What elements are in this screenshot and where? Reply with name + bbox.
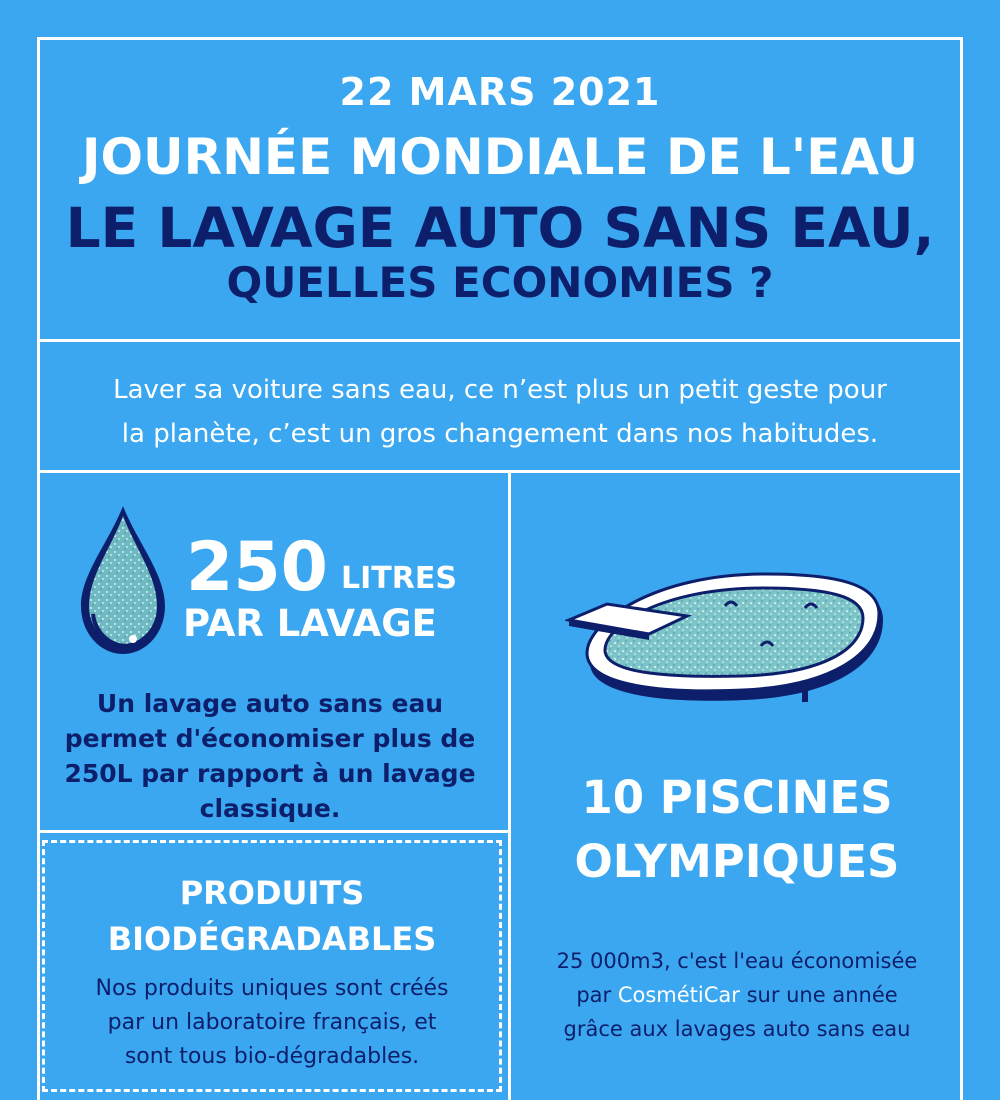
intro-line: Laver sa voiture sans eau, ce n’est plus un petit geste pour: [113, 375, 887, 405]
title-line: PRODUITS: [179, 874, 365, 912]
text-line: 250L par rapport à un lavage: [64, 759, 476, 788]
headline-question: QUELLES ECONOMIES ?: [226, 258, 774, 307]
headline: LE LAVAGE AUTO SANS EAU,: [65, 196, 935, 260]
swimming-pool-icon: [565, 568, 895, 708]
text-line: Un lavage auto sans eau: [96, 689, 444, 718]
divider-left-column: [37, 830, 510, 833]
pools-title: [512, 766, 962, 894]
text-suffix: sur une année: [739, 983, 898, 1007]
event-title: JOURNÉE MONDIALE DE L'EAU: [81, 128, 919, 186]
intro-text: [60, 368, 940, 456]
brand-name: CosmétiCar: [617, 983, 740, 1007]
text-line: Nos produits uniques sont créés: [95, 976, 449, 1001]
water-drop-icon: [73, 502, 173, 662]
text-line: classique.: [199, 794, 341, 823]
per-wash-label: PAR LAVAGE: [183, 602, 437, 645]
liters-number: 250: [186, 528, 328, 607]
text-line: par un laboratoire français, et: [107, 1010, 437, 1035]
text-line: sont tous bio-dégradables.: [124, 1044, 420, 1069]
divider-header: [37, 339, 963, 342]
title-line: 10 PISCINES: [581, 771, 893, 824]
text-line: permet d'économiser plus de: [64, 724, 476, 753]
title-line: OLYMPIQUES: [574, 835, 900, 888]
text-line: grâce aux lavages auto sans eau: [563, 1017, 911, 1041]
pools-text: [512, 944, 962, 1046]
products-text: [60, 972, 484, 1074]
divider-columns: [508, 470, 511, 1100]
water-saving-text: [60, 686, 480, 826]
divider-intro: [37, 470, 963, 473]
text-line: 25 000m3, c'est l'eau économisée: [556, 949, 918, 973]
text-line: [512, 978, 962, 1012]
intro-line: la planète, c’est un gros changement dans nos habitudes.: [121, 419, 879, 449]
event-date: 22 MARS 2021: [339, 70, 661, 114]
title-line: BIODÉGRADABLES: [107, 920, 437, 958]
products-title: [42, 870, 502, 962]
liters-unit: LITRES: [341, 561, 457, 596]
text-prefix: par: [576, 983, 618, 1007]
